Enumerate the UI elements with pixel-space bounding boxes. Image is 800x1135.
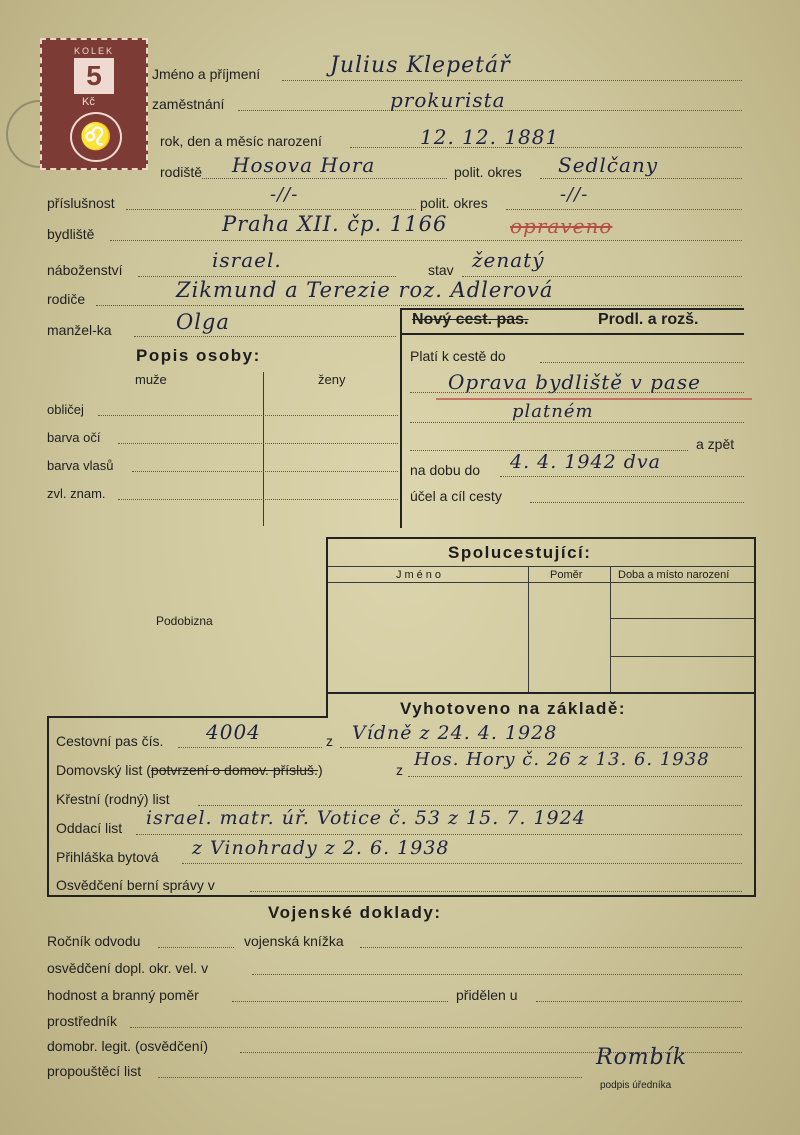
dotted-line — [536, 1001, 742, 1002]
issued-left-top-border — [47, 716, 328, 718]
dotted-line — [110, 240, 742, 241]
religion-value: israel. — [212, 248, 282, 272]
residence-label: bydliště — [47, 226, 95, 242]
citizenship-okres-value: -//- — [560, 184, 589, 205]
dotted-line — [530, 502, 744, 503]
dotted-line — [182, 863, 742, 864]
dotted-line — [178, 747, 322, 748]
dotted-line — [198, 805, 742, 806]
companions-col-divider — [610, 566, 611, 692]
name-value: Julius Klepetář — [330, 53, 511, 78]
signature-label: podpis úředníka — [600, 1080, 672, 1091]
passport-header-new: Nový cest. pas. — [412, 311, 529, 328]
description-row-marks: zvl. znam. — [47, 486, 106, 501]
description-heading: Popis osoby: — [136, 346, 261, 365]
residence-note: opraveno — [510, 214, 613, 238]
dotted-line — [282, 80, 742, 81]
status-value: ženatý — [472, 248, 545, 272]
dotted-line — [408, 776, 742, 777]
description-row-face: obličej — [47, 402, 84, 417]
occupation-value: prokurista — [390, 88, 506, 112]
issued-row-passport-label: Cestovní pas čís. — [56, 733, 164, 749]
parents-value: Zikmund a Terezie roz. Adlerová — [176, 278, 554, 302]
red-underline — [436, 398, 752, 400]
dotted-line — [158, 1077, 582, 1078]
stamp-unit: Kč — [82, 96, 95, 108]
dotted-line — [158, 947, 234, 948]
companions-header-bottom — [328, 582, 754, 583]
official-signature: Rombík — [596, 1045, 688, 1070]
dotted-line — [134, 336, 396, 337]
dotted-line — [138, 276, 396, 277]
passport-box-left-border — [400, 308, 402, 528]
dotted-line — [126, 209, 416, 210]
photo-label: Podobizna — [156, 614, 213, 628]
military-legit-label: domobr. legit. (osvědčení) — [47, 1038, 209, 1054]
birthplace-value: Hosova Hora — [232, 153, 376, 177]
dotted-line — [252, 974, 742, 975]
birthdate-label: rok, den a měsíc narození — [160, 133, 322, 149]
companions-col-birth: Doba a místo narození — [618, 569, 730, 581]
issued-row-baptism-label: Křestní (rodný) list — [56, 791, 170, 807]
military-propousteci-label: propouštěcí list — [47, 1063, 142, 1079]
issued-row-domicile-text: Domovský list ( — [56, 762, 151, 778]
spouse-value: Olga — [176, 310, 230, 334]
companions-col-divider — [528, 566, 529, 692]
stamp-label: KOLEK — [73, 46, 114, 56]
revenue-stamp — [40, 38, 148, 170]
dotted-line — [118, 499, 398, 500]
religion-label: náboženství — [47, 262, 123, 278]
issued-row-passport-mid: z — [326, 733, 333, 749]
dotted-line — [232, 1001, 448, 1002]
military-hodnost-label: hodnost a branný poměr — [47, 987, 199, 1003]
dotted-line — [462, 276, 742, 277]
military-prostrednik-label: prostředník — [47, 1013, 118, 1029]
birthplace-okres-label: polit. okres — [454, 164, 522, 180]
box-right-border — [754, 537, 756, 897]
dotted-line — [500, 476, 744, 477]
companions-row-line — [610, 656, 754, 657]
military-heading: Vojenské doklady: — [268, 903, 442, 922]
companions-left-border — [326, 537, 328, 717]
passport-box-top-border — [400, 308, 744, 310]
issued-row-marriage-label: Oddací list — [56, 820, 123, 836]
dotted-line — [340, 747, 742, 748]
passport-header-ext: Prodl. a rozš. — [598, 311, 699, 328]
military-osvedceni-label: osvědčení dopl. okr. vel. v — [47, 960, 209, 976]
description-divider — [263, 372, 264, 526]
birthdate-value: 12. 12. 1881 — [420, 125, 560, 149]
return-label: a zpět — [696, 436, 735, 452]
stamp-value: 5 — [74, 58, 114, 94]
issued-row-passport-value: 4004 — [206, 720, 261, 744]
issued-row-domicile-value2: Hos. Hory č. 26 z 13. 6. 1938 — [414, 749, 710, 770]
description-row-eyes: barva očí — [47, 430, 101, 445]
status-label: stav — [428, 262, 454, 278]
companions-heading: Spolucestující: — [448, 543, 592, 562]
dotted-line — [202, 178, 447, 179]
description-col-male: muže — [135, 372, 167, 387]
dotted-line — [540, 178, 742, 179]
dotted-line — [136, 834, 742, 835]
name-label: Jméno a příjmení — [152, 66, 261, 82]
citizenship-label: příslušnost — [47, 195, 115, 211]
birthplace-label: rodiště — [160, 164, 203, 180]
valid-label: Platí k cestě do — [410, 348, 506, 364]
duration-label: na dobu do — [410, 462, 481, 478]
birthplace-okres-value: Sedlčany — [558, 153, 659, 177]
passport-box-header-divider — [400, 333, 744, 335]
dotted-line — [118, 443, 398, 444]
citizenship-value: -//- — [270, 184, 299, 205]
military-knizka-label: vojenská knížka — [244, 933, 344, 949]
dotted-line — [360, 947, 742, 948]
military-pridelen-label: přidělen u — [456, 987, 518, 1003]
dotted-line — [130, 1027, 742, 1028]
purpose-label: účel a cíl cesty — [410, 488, 502, 504]
duration-value: 4. 4. 1942 dva — [510, 451, 661, 473]
issued-row-domicile-strike: potvrzení o domov. přísluš. — [150, 762, 318, 778]
issued-row-passport-value2: Vídně z 24. 4. 1928 — [352, 722, 558, 744]
dotted-line — [250, 891, 742, 892]
dotted-line — [98, 415, 398, 416]
occupation-label: zaměstnání — [152, 96, 225, 112]
description-row-hair: barva vlasů — [47, 458, 114, 473]
dotted-line — [540, 362, 744, 363]
issued-top-border — [326, 692, 756, 694]
issued-row-housing-value2: z Vinohrady z 2. 6. 1938 — [192, 837, 450, 859]
spouse-label: manžel-ka — [47, 322, 112, 338]
issued-left-border — [47, 716, 49, 897]
issued-row-marriage-value2: israel. matr. úř. Votice č. 53 z 15. 7. 1924 — [146, 807, 586, 829]
military-rocnik-label: Ročník odvodu — [47, 933, 141, 949]
issued-row-domicile-label — [56, 762, 323, 778]
dotted-line — [132, 471, 398, 472]
companions-row-line — [610, 618, 754, 619]
lion-emblem-icon: ♌ — [70, 112, 122, 162]
dotted-line — [96, 305, 742, 306]
issued-row-domicile-end: ) — [317, 762, 323, 778]
companions-top-border — [326, 537, 756, 539]
parents-label: rodiče — [47, 291, 86, 307]
residence-value: Praha XII. čp. 1166 — [222, 212, 448, 236]
companions-header-top — [328, 566, 754, 567]
issued-bottom-border — [47, 895, 756, 897]
citizenship-okres-label: polit. okres — [420, 195, 488, 211]
issued-row-tax-label: Osvědčení berní správy v — [56, 877, 215, 893]
issued-row-housing-label: Přihláška bytová — [56, 849, 159, 865]
dotted-line — [506, 209, 742, 210]
dotted-line — [410, 392, 744, 393]
valid-value-2: platném — [512, 401, 594, 422]
description-col-female: ženy — [318, 372, 346, 387]
companions-col-relation: Poměr — [550, 569, 583, 581]
valid-value: Oprava bydliště v pase — [448, 370, 701, 394]
companions-col-name: Jméno — [396, 569, 445, 581]
dotted-line — [410, 422, 744, 423]
issued-row-domicile-mid: z — [396, 762, 403, 778]
issued-heading: Vyhotoveno na základě: — [400, 699, 627, 718]
